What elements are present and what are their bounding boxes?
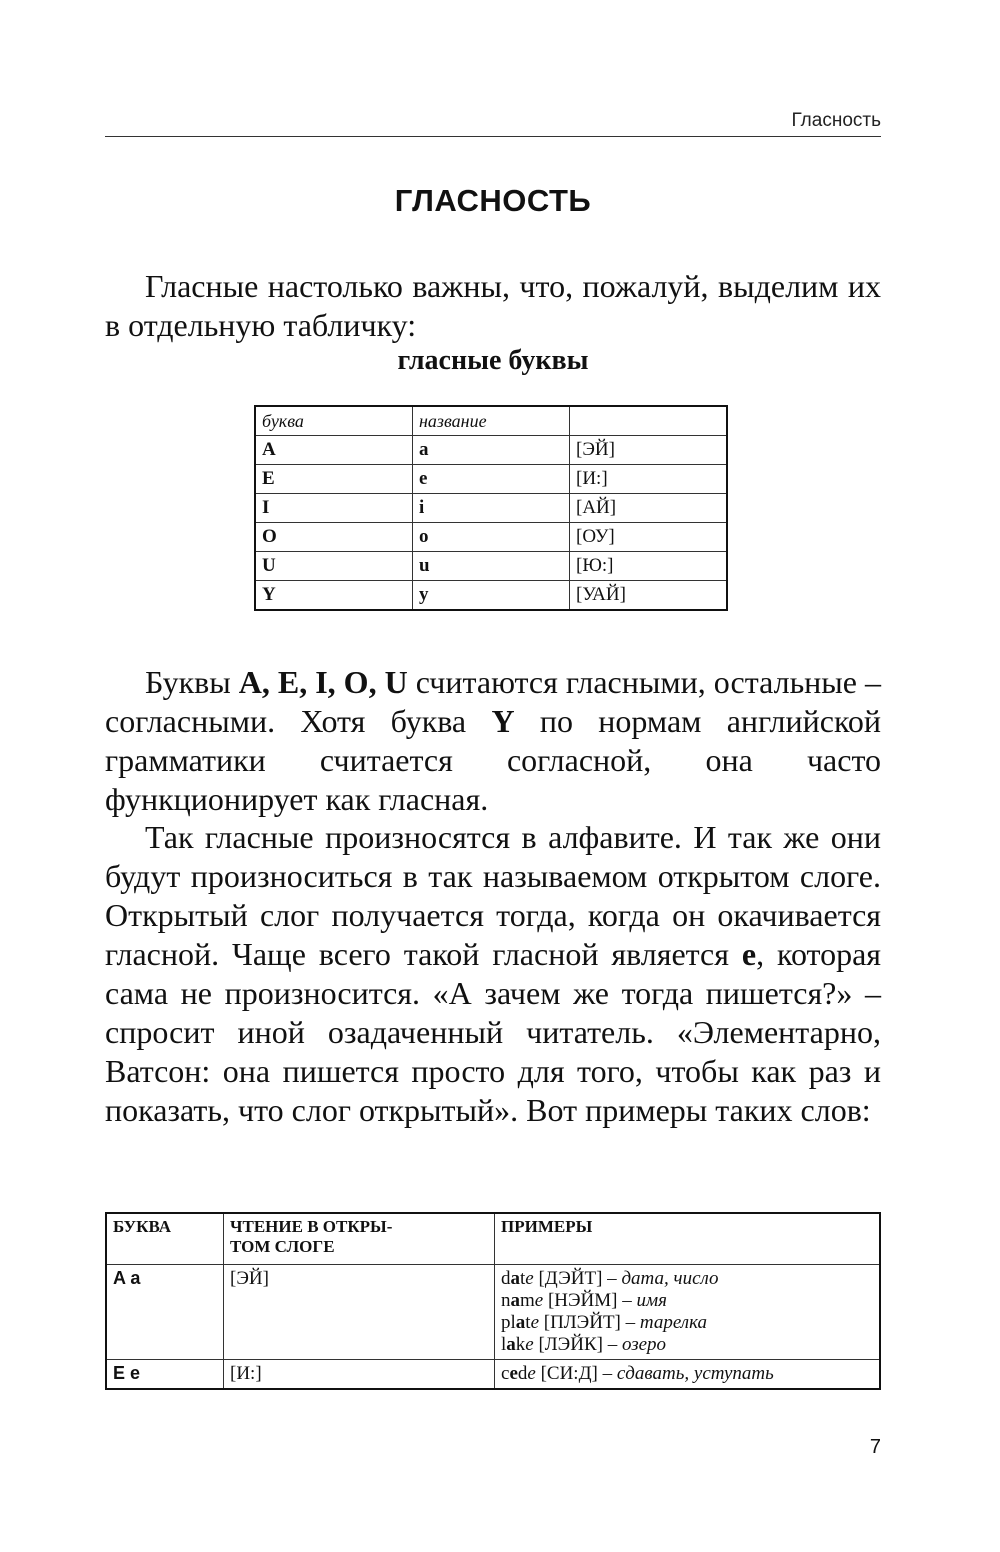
translation: дата, число [621,1268,719,1289]
silent-e: e [525,1268,534,1289]
word-part: m [520,1290,535,1311]
word-part: d [517,1363,528,1384]
header-reading [224,1213,495,1265]
open-syllable-paragraph [105,818,881,1130]
word-vowel: e [509,1363,518,1384]
vowel-pronunciation: [ЭЙ] [570,436,728,465]
row-letter: E e [106,1360,224,1390]
vowel-letter: O [255,523,413,552]
transcription: [ДЭЙТ] – [533,1268,622,1289]
word-part: k [515,1334,526,1355]
vowel-row [255,523,727,552]
word-part: t [520,1268,526,1289]
vowel-row [255,552,727,581]
word-part: t [525,1312,531,1333]
vowel-name: a [413,436,570,465]
text-run: Буквы [145,664,239,700]
transcription: [НЭЙМ] – [543,1290,637,1311]
vowel-letter: I [255,494,413,523]
header-name: название [413,406,570,436]
table-row [106,1360,880,1390]
word-part: c [501,1363,510,1384]
bold-vowels: A, E, I, O, U [238,664,408,700]
text-run: считаются гласными, остальные – согласными. Хотя буква [105,664,882,739]
example-line [501,1312,873,1334]
header-reading-line1: ЧТЕНИЕ В ОТКРЫ- [230,1217,393,1236]
transcription: [ПЛЭЙТ] – [539,1312,640,1333]
text-run: по нормам английской грамматики считается согласной, она часто функционирует как гласная. [105,703,881,817]
word-vowel: a [510,1290,520,1311]
vowel-row [255,581,727,611]
header-examples: ПРИМЕРЫ [495,1213,881,1265]
running-head: Гласность [791,110,881,131]
word-part: l [501,1334,507,1355]
example-line [501,1268,873,1290]
vowels-paragraph [105,663,881,819]
header-reading-line2: ТОМ СЛОГЕ [230,1237,335,1256]
header-letter: БУКВА [106,1213,224,1265]
bold-letter-e: e [741,936,757,972]
word-vowel: a [515,1312,526,1333]
vowel-name: e [413,465,570,494]
silent-e: e [530,1312,539,1333]
row-examples [495,1360,881,1390]
example-line [501,1334,873,1356]
translation: сдавать, уступать [616,1363,774,1384]
silent-e: e [534,1290,544,1311]
vowel-pronunciation: [УАЙ] [570,581,728,611]
text-run: Так гласные произносятся в алфавите. И так же они будут произноситься в так называемом открытом слоге. Открытый слог получается тогда, когда он окачивается гласной. Чаще всего такой гласной является [105,819,881,972]
vowel-row [255,465,727,494]
text-run: , которая сама не произносится. «А зачем же тогда пишется?» – спросит иной озадаченный читатель. «Элементарно, Ватсон: она пишется просто для того, чтобы как раз и показать, что слог открытый». Вот примеры таких слов: [105,936,881,1128]
transcription: [ЛЭЙК] – [533,1334,622,1355]
vowel-name: y [413,581,570,611]
header-pronunciation [570,406,728,436]
vowel-row [255,494,727,523]
transcription: [СИ:Д] – [535,1363,617,1384]
vowel-pronunciation: [Ю:] [570,552,728,581]
vowel-pronunciation: [ОУ] [570,523,728,552]
open-syllable-table-header [106,1213,880,1265]
intro-paragraph: Гласные настолько важны, что, пожалуй, выделим их в отдельную табличку: [105,268,881,343]
vowel-letter: Y [255,581,413,611]
translation: озеро [621,1334,667,1355]
vowel-table [254,405,728,611]
silent-e: e [527,1363,536,1384]
translation: тарелка [639,1312,708,1333]
row-letter: A a [106,1265,224,1360]
vowel-table-caption: гласные буквы [397,345,589,376]
bold-letter-y: Y [491,703,515,739]
page-number: 7 [869,1436,881,1458]
open-syllable-table [105,1212,881,1390]
row-reading: [И:] [224,1360,495,1390]
word-vowel: a [510,1268,520,1289]
translation: имя [636,1290,667,1311]
vowel-name: o [413,523,570,552]
word-vowel: a [506,1334,516,1355]
table-row [106,1265,880,1360]
word-part: n [501,1290,511,1311]
vowel-pronunciation: [АЙ] [570,494,728,523]
header-rule [105,136,881,137]
silent-e: e [525,1334,534,1355]
vowel-table-header [255,406,727,436]
vowel-letter: A [255,436,413,465]
vowel-name: u [413,552,570,581]
header-letter: буква [255,406,413,436]
vowel-letter: E [255,465,413,494]
example-line [501,1363,873,1385]
chapter-title: ГЛАСНОСТЬ [394,183,592,218]
vowel-name: i [413,494,570,523]
vowel-row [255,436,727,465]
example-line [501,1290,873,1312]
vowel-letter: U [255,552,413,581]
word-part: pl [501,1312,516,1333]
vowel-pronunciation: [И:] [570,465,728,494]
row-reading: [ЭЙ] [224,1265,495,1360]
word-part: d [501,1268,511,1289]
row-examples [495,1265,881,1360]
